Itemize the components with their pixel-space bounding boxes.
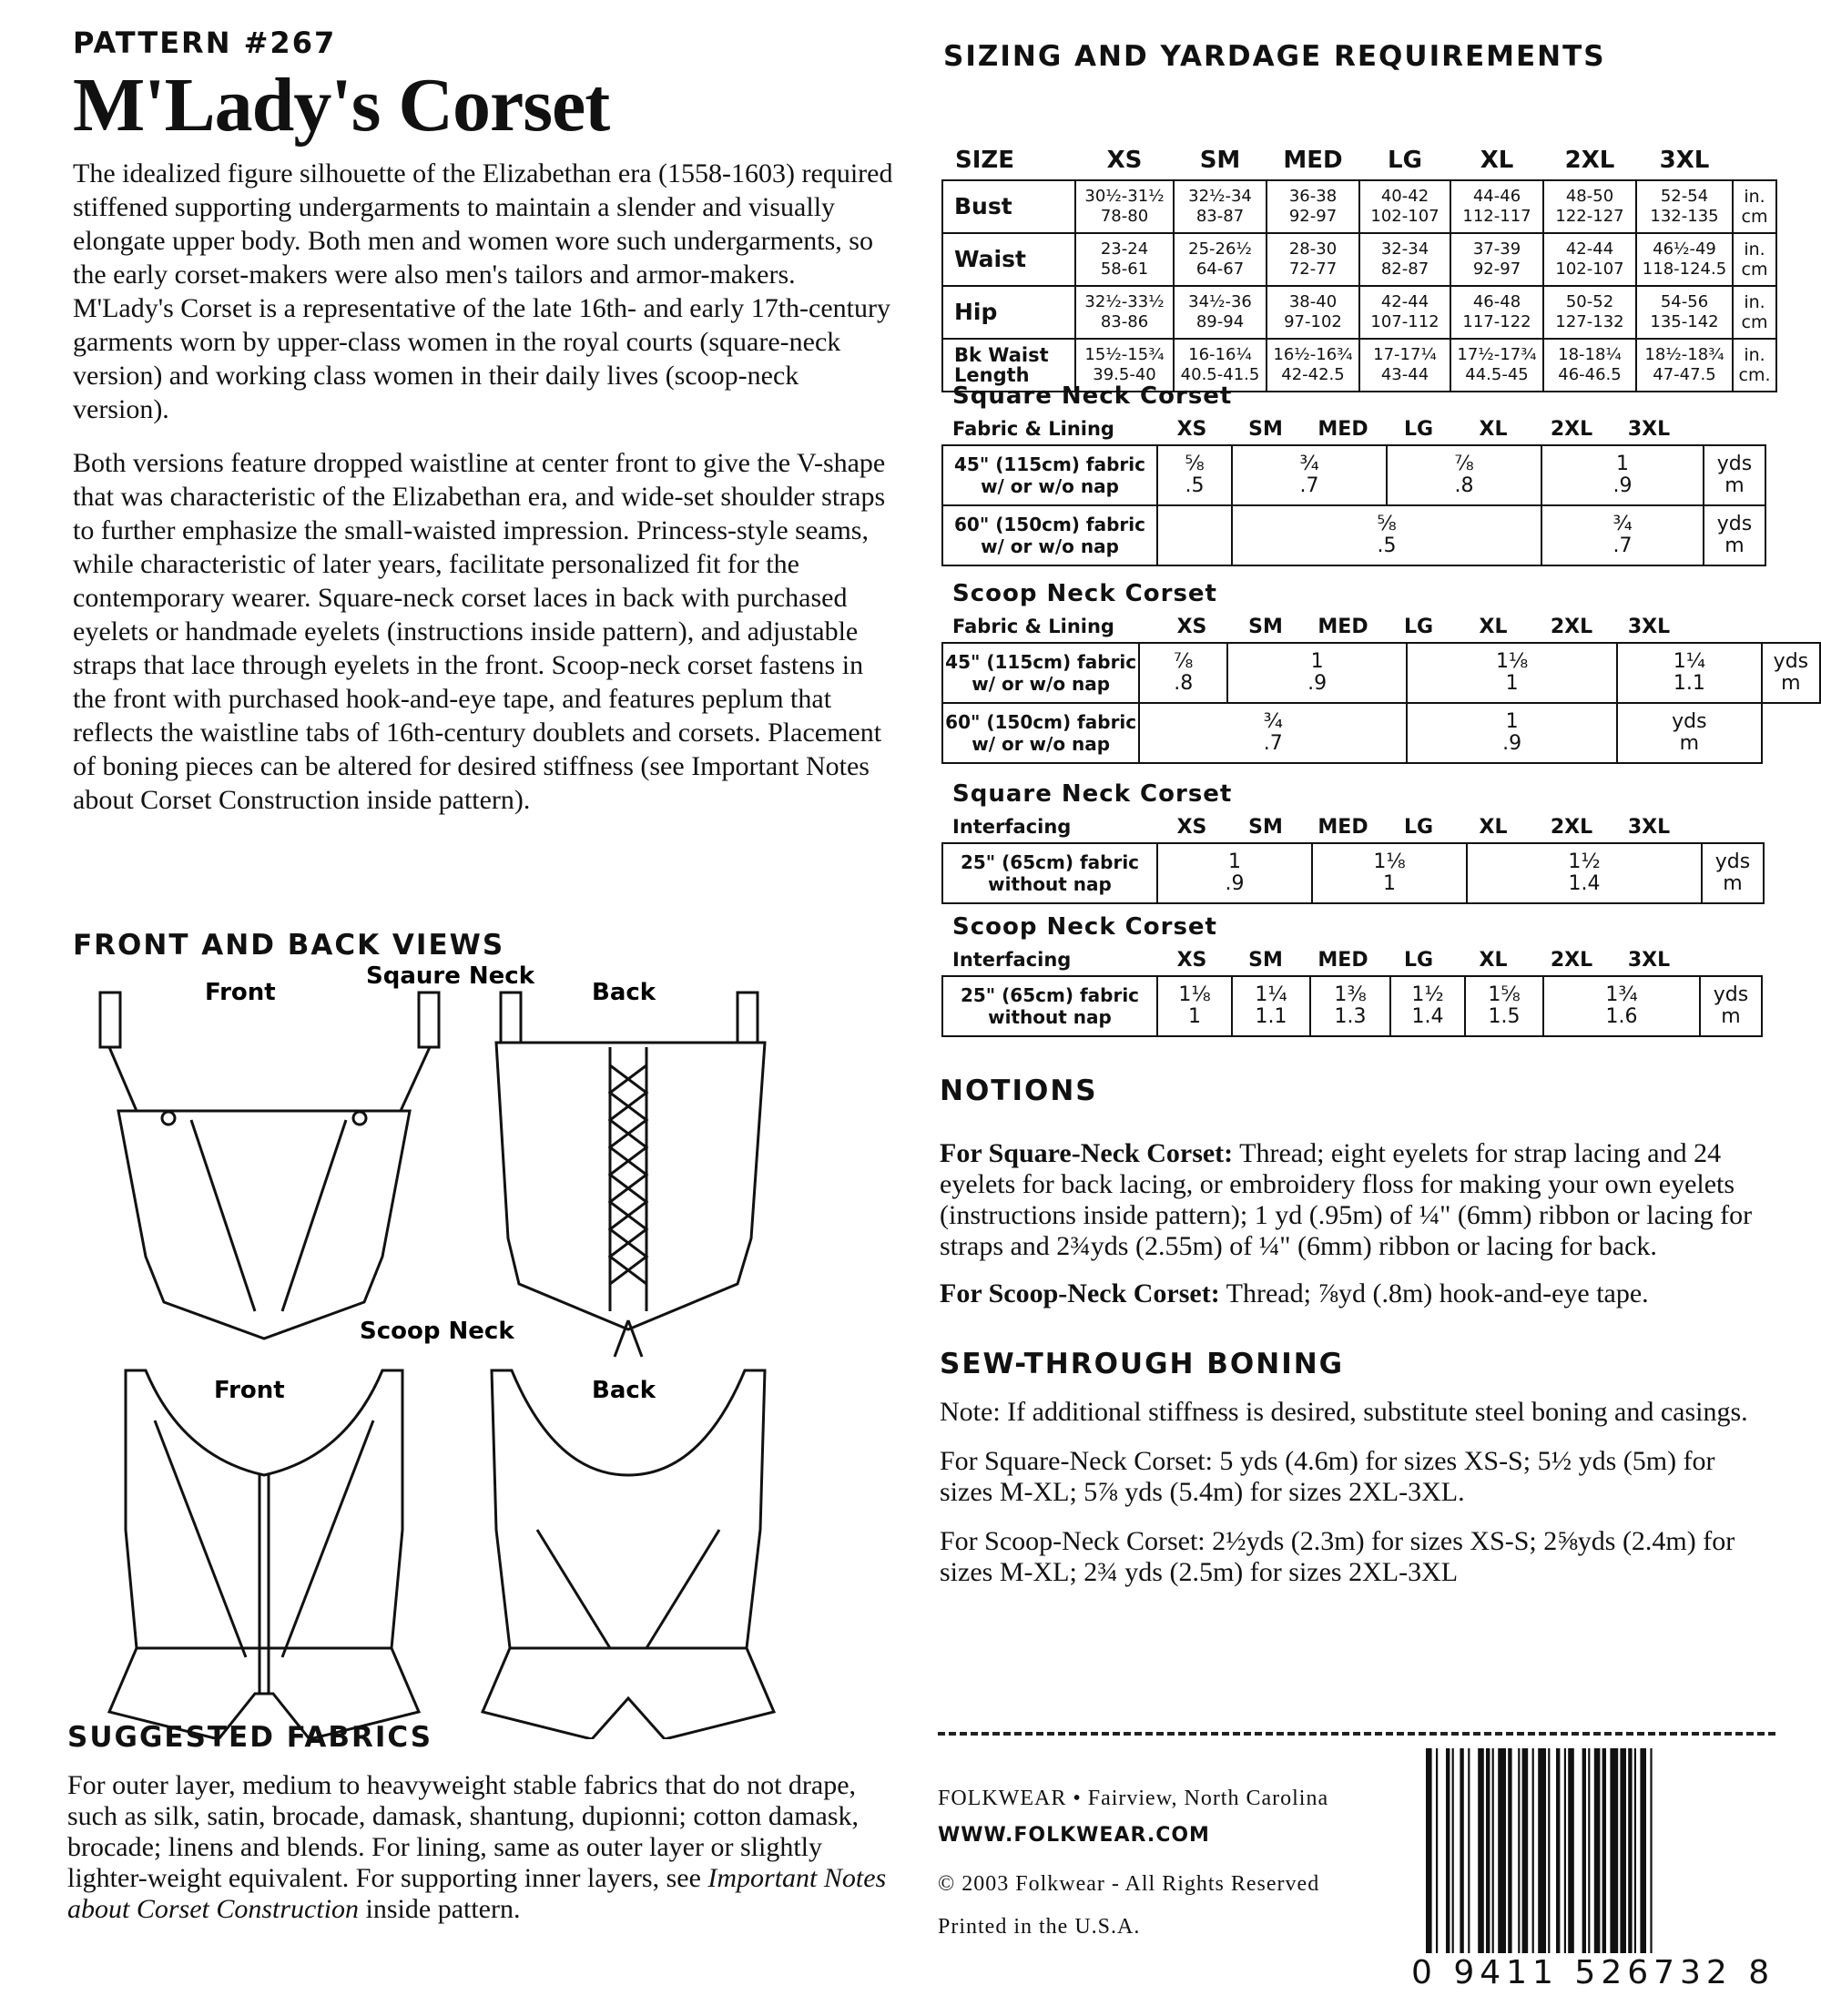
square-fabric-table: [941, 382, 1766, 566]
yardage-cell: ¾ .7: [1139, 703, 1407, 763]
size-cell: 52-54 132-135: [1636, 180, 1733, 233]
size-chart-table: [941, 141, 1777, 392]
barcode-bar: [1610, 1748, 1618, 1953]
copyright: © 2003 Folkwear - All Rights Reserved: [938, 1872, 1320, 1896]
square-back-drawing: [496, 993, 765, 1357]
barcode-bar: [1650, 1748, 1652, 1953]
notions-scoop: [940, 1278, 1759, 1309]
unit-cell: in. cm: [1733, 180, 1776, 233]
size-header-row: [942, 141, 1776, 180]
size-row-hip: [942, 286, 1776, 339]
size-cell: 46-48 117-122: [1450, 286, 1543, 339]
unit-cell: yds m: [1704, 445, 1765, 505]
size-cell: 16½-16¾ 42-42.5: [1267, 339, 1359, 392]
square-front-label: Front: [205, 979, 276, 1006]
size-cell: 28-30 72-77: [1267, 233, 1359, 286]
square-fabric-table-title: Square Neck Corset: [952, 382, 1233, 410]
left-column: [73, 25, 901, 817]
barcode-bar: [1486, 1748, 1490, 1953]
footer: [938, 1787, 1411, 1940]
barcode-bar: [1588, 1748, 1590, 1953]
barcode-bar: [1564, 1748, 1566, 1953]
yardage-cell: ¾ .7: [1232, 445, 1387, 505]
size-row-label: Waist: [942, 233, 1075, 286]
fabric-label: 60" (150cm) fabric w/ or w/o nap: [942, 505, 1157, 565]
scoop-front-label: Front: [214, 1377, 285, 1404]
fabrics-text: [67, 1770, 887, 1925]
size-row-label: Hip: [942, 286, 1075, 339]
scoop-interfacing-table-title: Scoop Neck Corset: [952, 913, 1217, 941]
barcode-bar: [1602, 1748, 1606, 1953]
barcode-bar: [1522, 1748, 1529, 1953]
barcode-bar: [1446, 1748, 1450, 1953]
scoop-interfacing-table-table: [941, 975, 1763, 1037]
square-interfacing-table-title: Square Neck Corset: [952, 780, 1233, 808]
views-heading: FRONT AND BACK VIEWS: [73, 929, 505, 962]
size-cell: 42-44 107-112: [1359, 286, 1450, 339]
unit-cell: yds m: [1700, 976, 1762, 1036]
barcode-bar: [1640, 1748, 1646, 1953]
fabric-label: 25" (65cm) fabric without nap: [942, 843, 1157, 903]
size-cell: 37-39 92-97: [1450, 233, 1543, 286]
square-back-label: Back: [592, 979, 656, 1006]
notions-square-text: Thread; eight eyelets for strap lacing and 24 eyelets for back lacing, or embroidery floss for making your own eyelets (instructions inside pattern); 1 yd (.95m) of ¼" (6mm) ribbon or lacing for straps and 2¾yds (2.55m) of ¼" (6mm) ribbon or lacing for back.: [940, 1138, 1753, 1261]
notions-heading: NOTIONS: [940, 1074, 1098, 1107]
scoop-fabric-table-title: Scoop Neck Corset: [952, 580, 1217, 607]
yardage-cell: 1½ 1.4: [1390, 976, 1465, 1036]
yardage-cell: [1157, 505, 1232, 565]
yardage-cell: 1 .9: [1407, 703, 1617, 763]
barcode-bar: [1538, 1748, 1546, 1953]
size-col-med: MED: [1283, 147, 1343, 174]
scoop-back-drawing: [483, 1370, 774, 1739]
size-cell: 18½-18¾ 47-47.5: [1636, 339, 1733, 392]
barcode-bar: [1582, 1748, 1586, 1953]
fabric-label: 25" (65cm) fabric without nap: [942, 976, 1157, 1036]
boning-square: For Square-Neck Corset: 5 yds (4.6m) for sizes XS-S; 5½ yds (5m) for sizes M-XL; 5⅞ yds (5.4m) for sizes 2XL-3XL.: [940, 1446, 1715, 1507]
barcode-bar: [1556, 1748, 1560, 1953]
size-col-xs: XS: [1106, 147, 1143, 174]
yardage-cell: ⅞ .8: [1139, 643, 1227, 703]
website-link[interactable]: WWW.FOLKWEAR.COM: [938, 1824, 1210, 1847]
scoop-fabric-table-table: [941, 642, 1821, 764]
yardage-cell: ⅝ .5: [1232, 505, 1541, 565]
printed-in: Printed in the U.S.A.: [938, 1915, 1141, 1939]
barcode-number: 0 9411 526732 8: [1411, 1954, 1775, 1991]
size-row-waist: [942, 233, 1776, 286]
yardage-cell: 1⅛ 1: [1312, 843, 1467, 903]
size-cell: 25-26½ 64-67: [1174, 233, 1267, 286]
unit-cell: yds m: [1762, 643, 1820, 703]
barcode-bar: [1548, 1748, 1550, 1953]
yardage-cell: ⅞ .8: [1387, 445, 1541, 505]
barcode-bar: [1492, 1748, 1494, 1953]
size-cell: 44-46 112-117: [1450, 180, 1543, 233]
size-cell: 30½-31½ 78-80: [1075, 180, 1174, 233]
yardage-cell: ¾ .7: [1541, 505, 1704, 565]
scoop-fabric-table-colhdr: Fabric & Lining XS SM MED LG XL 2XL 3XL: [952, 615, 1671, 638]
barcode-bar: [1478, 1748, 1484, 1953]
size-col-3xl: 3XL: [1659, 147, 1710, 174]
scoop-interfacing-table: [941, 913, 1763, 1037]
barcode-bar: [1518, 1748, 1520, 1953]
boning-note: Note: If additional stiffness is desired, substitute steel boning and casings.: [940, 1397, 1748, 1427]
page-title: M'Lady's Corset: [73, 63, 610, 148]
unit-cell: in. cm: [1733, 233, 1776, 286]
notions-square-label: For Square-Neck Corset:: [940, 1138, 1234, 1168]
unit-cell: yds m: [1617, 703, 1762, 763]
suggested-fabrics: [67, 1721, 887, 1925]
size-row-bust: [942, 180, 1776, 233]
size-cell: 15½-15¾ 39.5-40: [1075, 339, 1174, 392]
notions-scoop-label: For Scoop-Neck Corset:: [940, 1278, 1220, 1308]
size-cell: 46½-49 118-124.5: [1636, 233, 1733, 286]
barcode-bar: [1460, 1748, 1463, 1953]
scoop-back-label: Back: [592, 1377, 656, 1404]
fabric-label: 45" (115cm) fabric w/ or w/o nap: [942, 643, 1139, 703]
size-cell: 54-56 135-142: [1636, 286, 1733, 339]
size-col-sm: SM: [1199, 147, 1241, 174]
boning-heading: SEW-THROUGH BONING: [940, 1348, 1345, 1380]
yardage-cell: 1 .9: [1157, 843, 1312, 903]
size-cell: 48-50 122-127: [1543, 180, 1636, 233]
size-row-label: Bust: [942, 180, 1075, 233]
barcode-bar: [1628, 1748, 1632, 1953]
yardage-cell: 1¾ 1.6: [1543, 976, 1700, 1036]
size-cell: 17-17¼ 43-44: [1359, 339, 1450, 392]
barcode-bar: [1568, 1748, 1574, 1953]
size-cell: 32-34 82-87: [1359, 233, 1450, 286]
fabrics-italic: Important Notes about Corset Construction: [67, 1863, 887, 1924]
size-cell: 18-18¼ 46-46.5: [1543, 339, 1636, 392]
size-cell: 40-42 102-107: [1359, 180, 1450, 233]
barcode-bar: [1532, 1748, 1534, 1953]
boning-scoop: For Scoop-Neck Corset: 2½yds (2.3m) for sizes XS-S; 2⅝yds (2.4m) for sizes M-XL; 2¾ yds (2.5m) for sizes 2XL-3XL: [940, 1526, 1735, 1587]
corset-views-illustration: [82, 965, 883, 1739]
scoop-fabric-table: [941, 580, 1821, 764]
size-cell: 17½-17¾ 44.5-45: [1450, 339, 1543, 392]
barcode-bar: [1508, 1748, 1511, 1953]
scoop-front-drawing: [109, 1370, 419, 1739]
size-cell: 36-38 92-97: [1267, 180, 1359, 233]
publisher: FOLKWEAR • Fairview, North Carolina: [938, 1787, 1329, 1810]
size-cell: 32½-34 83-87: [1174, 180, 1267, 233]
size-cell: 16-16¼ 40.5-41.5: [1174, 339, 1267, 392]
yardage-cell: 1¼ 1.1: [1617, 643, 1762, 703]
square-fabric-table-table: [941, 444, 1766, 566]
square-interfacing-table: [941, 780, 1765, 904]
size-cell: 42-44 102-107: [1543, 233, 1636, 286]
size-cell: 23-24 58-61: [1075, 233, 1174, 286]
barcode-bar: [1436, 1748, 1438, 1953]
yardage-cell: 1⅜ 1.3: [1310, 976, 1390, 1036]
sizing-heading: SIZING AND YARDAGE REQUIREMENTS: [943, 40, 1606, 73]
barcode: [1422, 1748, 1750, 1953]
yardage-cell: 1⅛ 1: [1157, 976, 1232, 1036]
yardage-cell: 1⅛ 1: [1407, 643, 1617, 703]
barcode-bar: [1452, 1748, 1454, 1953]
barcode-bar: [1594, 1748, 1601, 1953]
size-col-lg: LG: [1388, 147, 1422, 174]
intro-paragraph-1: The idealized figure silhouette of the Elizabethan era (1558-1603) required stiffened supporting undergarments to maintain a slender and visually elongate upper body. Both men and women wore such undergarments, so the early corset-makers were also men's tailors and armor-makers. M'Lady's Corset is a representative of the late 16th- and early 17th-century garments worn by upper-class women in the royal courts (square-neck version) and working class women in their daily lives (scoop-neck version).: [73, 158, 893, 424]
fabric-label: 45" (115cm) fabric w/ or w/o nap: [942, 445, 1157, 505]
square-front-drawing: [100, 993, 439, 1339]
notions-scoop-text: Thread; ⅞yd (.8m) hook-and-eye tape.: [1219, 1278, 1649, 1308]
square-interfacing-table-colhdr: Interfacing XS SM MED LG XL 2XL 3XL: [952, 815, 1671, 839]
size-body: [942, 180, 1776, 392]
unit-cell: in. cm: [1733, 286, 1776, 339]
size-cell: 50-52 127-132: [1543, 286, 1636, 339]
yardage-cell: 1 .9: [1541, 445, 1704, 505]
yardage-cell: ⅝ .5: [1157, 445, 1232, 505]
divider: [938, 1732, 1775, 1736]
fabrics-heading: SUGGESTED FABRICS: [67, 1721, 433, 1754]
size-row-label: Bk Waist Length: [942, 339, 1075, 392]
barcode-bar: [1620, 1748, 1626, 1953]
size-label: SIZE: [955, 147, 1015, 174]
yardage-cell: 1¼ 1.1: [1232, 976, 1310, 1036]
size-cell: 32½-33½ 83-86: [1075, 286, 1174, 339]
size-cell: 34½-36 89-94: [1174, 286, 1267, 339]
unit-cell: yds m: [1702, 843, 1764, 903]
pattern-number: PATTERN #267: [73, 25, 337, 60]
barcode-bar: [1468, 1748, 1470, 1953]
scoop-interfacing-table-colhdr: Interfacing XS SM MED LG XL 2XL 3XL: [952, 948, 1671, 972]
scoop-neck-label: Scoop Neck: [360, 1318, 514, 1345]
intro-paragraph-2: Both versions feature dropped waistline at center front to give the V-shape that was characteristic of the Elizabethan era, and wide-set shoulder straps to further emphasize the small-waisted impression. Princess-style seams, while characteristic of later years, facilitate personalized fit for the contemporary wearer. Square-neck corset laces in back with purchased eyelets or handmade eyelets (instructions inside pattern), and adjustable straps that lace through eyelets in the front. Scoop-neck corset fastens in the front with purchased hook-and-eye tape, and features peplum that reflects the waistline tabs of 16th-century doublets and corsets. Placement of boning pieces can be altered for desired stiffness (see Important Notes about Corset Construction inside pattern).: [73, 448, 886, 815]
square-neck-label: Sqaure Neck: [366, 965, 534, 990]
fabrics-tail: inside pattern.: [359, 1894, 521, 1924]
size-col-2xl: 2XL: [1564, 147, 1615, 174]
square-interfacing-table-table: [941, 842, 1765, 904]
barcode-bar: [1498, 1748, 1506, 1953]
notions-square: [940, 1138, 1759, 1262]
size-cell: 38-40 97-102: [1267, 286, 1359, 339]
size-col-xl: XL: [1480, 147, 1514, 174]
barcode-bar: [1426, 1748, 1432, 1953]
fabrics-body: For outer layer, medium to heavyweight stable fabrics that do not drape, such as silk, satin, brocade, damask, shantung, dupionni; cotton damask, brocade; linens and blends. For lining, same as outer layer or slightly lighter-weight equivalent. For supporting inner layers, see: [67, 1770, 860, 1893]
unit-cell: yds m: [1704, 505, 1765, 565]
square-fabric-table-colhdr: Fabric & Lining XS SM MED LG XL 2XL 3XL: [952, 417, 1671, 441]
yardage-cell: 1 .9: [1227, 643, 1407, 703]
views-heading-block: [73, 929, 892, 962]
notions-section: [940, 1074, 1759, 1588]
yardage-cell: 1½ 1.4: [1467, 843, 1702, 903]
barcode-bar: [1634, 1748, 1636, 1953]
yardage-cell: 1⅝ 1.5: [1465, 976, 1543, 1036]
fabric-label: 60" (150cm) fabric w/ or w/o nap: [942, 703, 1139, 763]
unit-cell: in. cm.: [1733, 339, 1776, 392]
